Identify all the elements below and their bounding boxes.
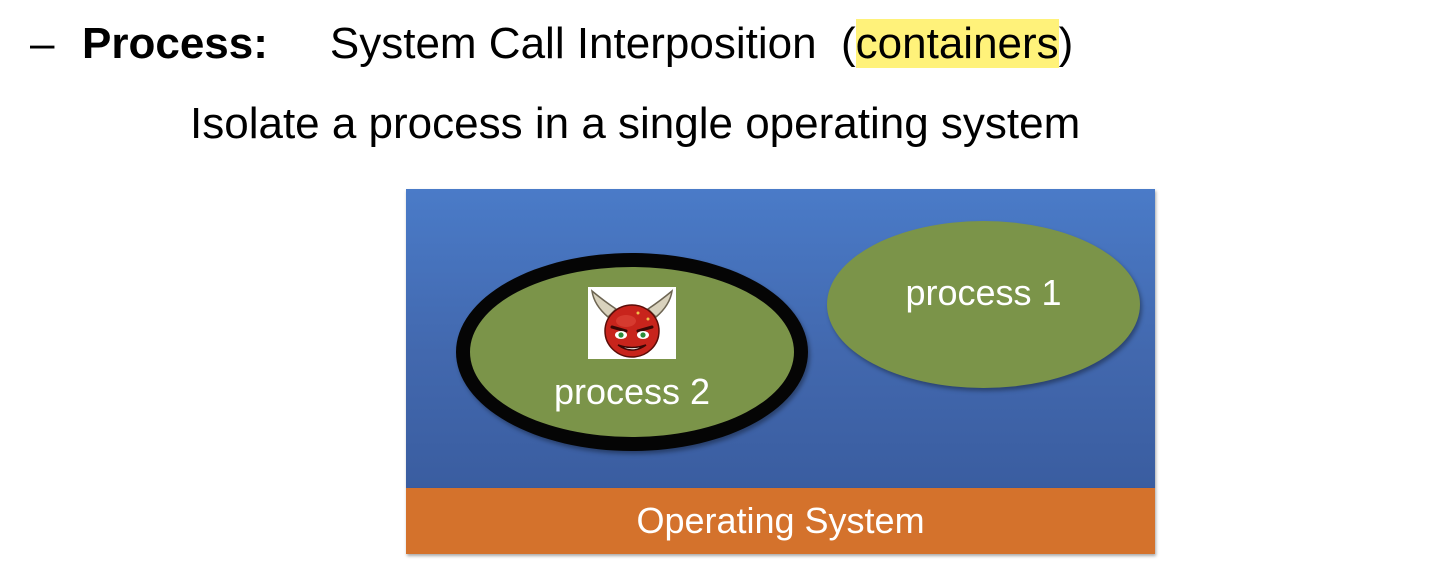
bullet-label: Process: [82, 19, 268, 68]
highlighted-term: containers [855, 19, 1059, 68]
close-paren: ) [1058, 19, 1074, 68]
process-1-ellipse [827, 221, 1140, 388]
devil-face-icon [588, 287, 676, 359]
open-paren: ( [841, 19, 856, 68]
subtitle: Isolate a process in a single operating system [190, 99, 1081, 148]
operating-system-label: Operating System [636, 500, 925, 541]
bullet-line [30, 14, 1073, 74]
bullet-dash: – [30, 19, 55, 68]
process-1-label: process 1 [905, 271, 1062, 313]
bullet-title: System Call Interposition [329, 19, 817, 68]
operating-system-bar [406, 488, 1155, 554]
process-2-label: process 2 [553, 371, 711, 412]
